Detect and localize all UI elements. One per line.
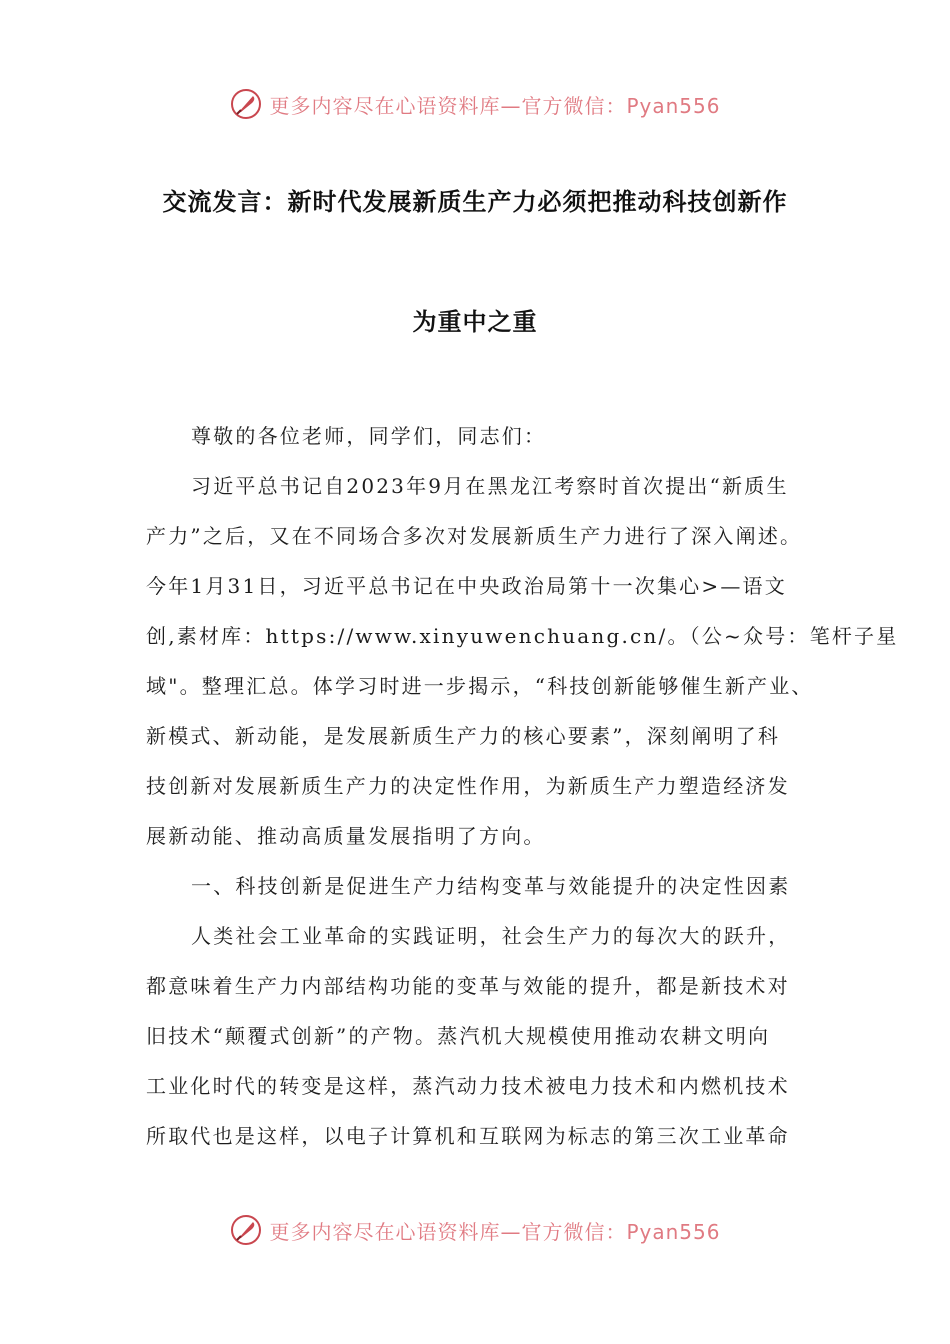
- body-line: 域"。整理汇总。体学习时进一步揭示，“科技创新能够催生新产业、: [146, 674, 814, 698]
- body-line: 都意味着生产力内部结构功能的变革与效能的提升，都是新技术对: [146, 974, 790, 998]
- page-title-line-1: 交流发言：新时代发展新质生产力必须把推动科技创新作: [162, 188, 788, 216]
- body-line: 旧技术“颠覆式创新”的产物。蒸汽机大规模使用推动农耕文明向: [146, 1024, 771, 1048]
- body-line: 技创新对发展新质生产力的决定性作用，为新质生产力塑造经济发: [146, 774, 790, 798]
- watermark-text: 更多内容尽在心语资料库—官方微信：Pyan556: [269, 93, 721, 118]
- header-watermark: [0, 84, 950, 124]
- quill-logo-icon: [229, 87, 263, 121]
- body-line: 创,素材库：https://www.xinyuwenchuang.cn/。（公~众号：笔杆子星: [146, 624, 899, 648]
- page-title-line-2: 为重中之重: [412, 308, 538, 336]
- body-line: 习近平总书记自2023年9月在黑龙江考察时首次提出“新质生: [191, 474, 789, 498]
- body-line: 展新动能、推动高质量发展指明了方向。: [146, 824, 546, 848]
- section-heading: 一、科技创新是促进生产力结构变革与效能提升的决定性因素: [191, 874, 791, 898]
- body-line: 新模式、新动能，是发展新质生产力的核心要素”，深刻阐明了科: [146, 724, 781, 748]
- body-line: 今年1月31日，习近平总书记在中央政治局第十一次集心>—语文: [146, 574, 787, 598]
- body-line: 所取代也是这样，以电子计算机和互联网为标志的第三次工业革命: [146, 1124, 790, 1148]
- quill-logo-icon: [229, 1213, 263, 1247]
- body-line: 尊敬的各位老师，同学们，同志们：: [191, 424, 547, 448]
- body-line: 人类社会工业革命的实践证明，社会生产力的每次大的跃升，: [191, 924, 791, 948]
- body-line: 工业化时代的转变是这样，蒸汽动力技术被电力技术和内燃机技术: [146, 1074, 790, 1098]
- body-line: 产力”之后，又在不同场合多次对发展新质生产力进行了深入阐述。: [146, 524, 803, 548]
- footer-watermark: [0, 1210, 950, 1250]
- watermark-text: 更多内容尽在心语资料库—官方微信：Pyan556: [269, 1219, 721, 1244]
